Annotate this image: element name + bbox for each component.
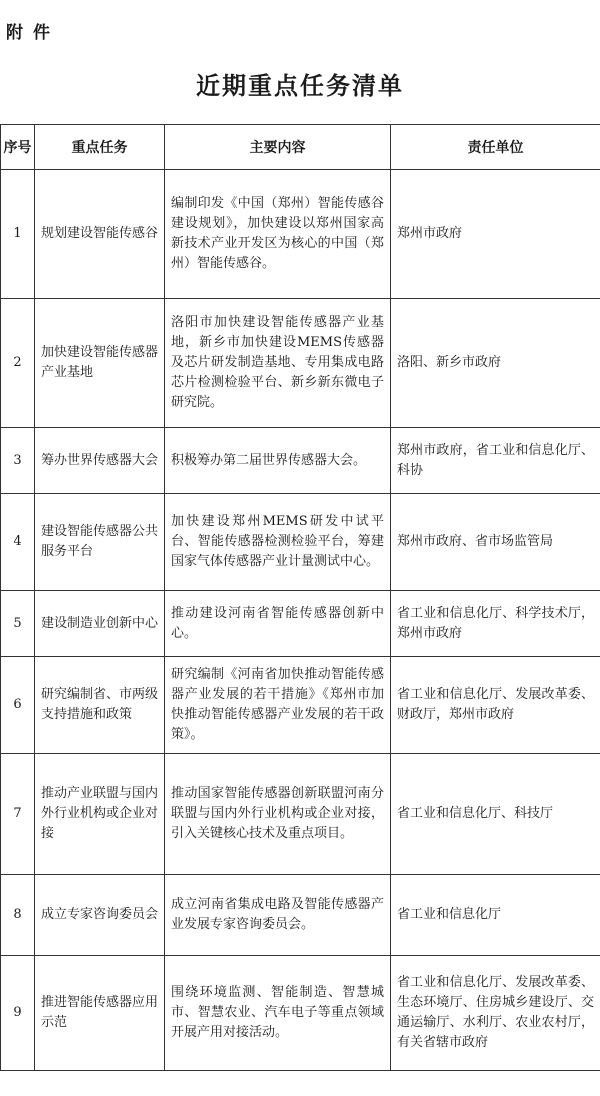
row-content: 推动建设河南省智能传感器创新中心。: [165, 591, 391, 657]
row-task: 筹办世界传感器大会: [35, 428, 165, 494]
row-task: 建设智能传感器公共服务平台: [35, 494, 165, 591]
row-content: 加快建设郑州MEMS研发中试平台、智能传感器检测检验平台，筹建国家气体传感器产业计量测试中心。: [165, 494, 391, 591]
table-row: [1, 170, 600, 299]
row-content: 研究编制《河南省加快推动智能传感器产业发展的若干措施》《郑州市加快推动智能传感器产业发展的若干政策》。: [165, 657, 391, 754]
table-row: [1, 875, 600, 956]
table-header-row: [1, 125, 600, 170]
row-number: 8: [1, 875, 35, 956]
row-number: 7: [1, 754, 35, 875]
page-title: 近期重点任务清单: [196, 71, 404, 100]
row-number: 4: [1, 494, 35, 591]
row-content: 围绕环境监测、智能制造、智慧城市、智慧农业、汽车电子等重点领域开展产用对接活动。: [165, 956, 391, 1071]
row-unit: 省工业和信息化厅、发展改革委、财政厅，郑州市政府: [391, 657, 600, 754]
row-unit: 省工业和信息化厅、科学技术厅，郑州市政府: [391, 591, 600, 657]
row-task: 成立专家咨询委员会: [35, 875, 165, 956]
row-number: 1: [1, 170, 35, 299]
header-number: 序号: [1, 125, 35, 170]
row-unit: 省工业和信息化厅、发展改革委、生态环境厅、住房城乡建设厅、交通运输厅、水利厅、农业农村厅，有关省辖市政府: [391, 956, 600, 1071]
row-task: 规划建设智能传感谷: [35, 170, 165, 299]
row-number: 9: [1, 956, 35, 1071]
row-task: 加快建设智能传感器产业基地: [35, 299, 165, 428]
task-table: [0, 124, 600, 1071]
header-unit: 责任单位: [391, 125, 600, 170]
row-unit: 郑州市政府，省工业和信息化厅、科协: [391, 428, 600, 494]
row-task: 研究编制省、市两级支持措施和政策: [35, 657, 165, 754]
table-row: [1, 754, 600, 875]
row-content: 推动国家智能传感器创新联盟河南分联盟与国内外行业机构或企业对接，引入关键核心技术及重点项目。: [165, 754, 391, 875]
row-unit: 省工业和信息化厅、科技厅: [391, 754, 600, 875]
row-number: 6: [1, 657, 35, 754]
table-row: [1, 428, 600, 494]
row-content: 积极筹办第二届世界传感器大会。: [165, 428, 391, 494]
row-task: 建设制造业创新中心: [35, 591, 165, 657]
header-task: 重点任务: [35, 125, 165, 170]
row-content: 成立河南省集成电路及智能传感器产业发展专家咨询委员会。: [165, 875, 391, 956]
row-task: 推进智能传感器应用示范: [35, 956, 165, 1071]
table-row: [1, 591, 600, 657]
row-task: 推动产业联盟与国内外行业机构或企业对接: [35, 754, 165, 875]
table-row: [1, 956, 600, 1071]
table-row: [1, 494, 600, 591]
table-row: [1, 657, 600, 754]
row-unit: 郑州市政府、省市场监管局: [391, 494, 600, 591]
table-row: [1, 299, 600, 428]
row-number: 3: [1, 428, 35, 494]
row-unit: 郑州市政府: [391, 170, 600, 299]
row-number: 5: [1, 591, 35, 657]
attachment-label: 附件: [6, 23, 60, 43]
row-number: 2: [1, 299, 35, 428]
row-content: 洛阳市加快建设智能传感器产业基地，新乡市加快建设MEMS传感器及芯片研发制造基地、专用集成电路芯片检测检验平台、新乡新东微电子研究院。: [165, 299, 391, 428]
header-content: 主要内容: [165, 125, 391, 170]
row-unit: 洛阳、新乡市政府: [391, 299, 600, 428]
row-content: 编制印发《中国（郑州）智能传感谷建设规划》，加快建设以郑州国家高新技术产业开发区为核心的中国（郑州）智能传感谷。: [165, 170, 391, 299]
row-unit: 省工业和信息化厅: [391, 875, 600, 956]
